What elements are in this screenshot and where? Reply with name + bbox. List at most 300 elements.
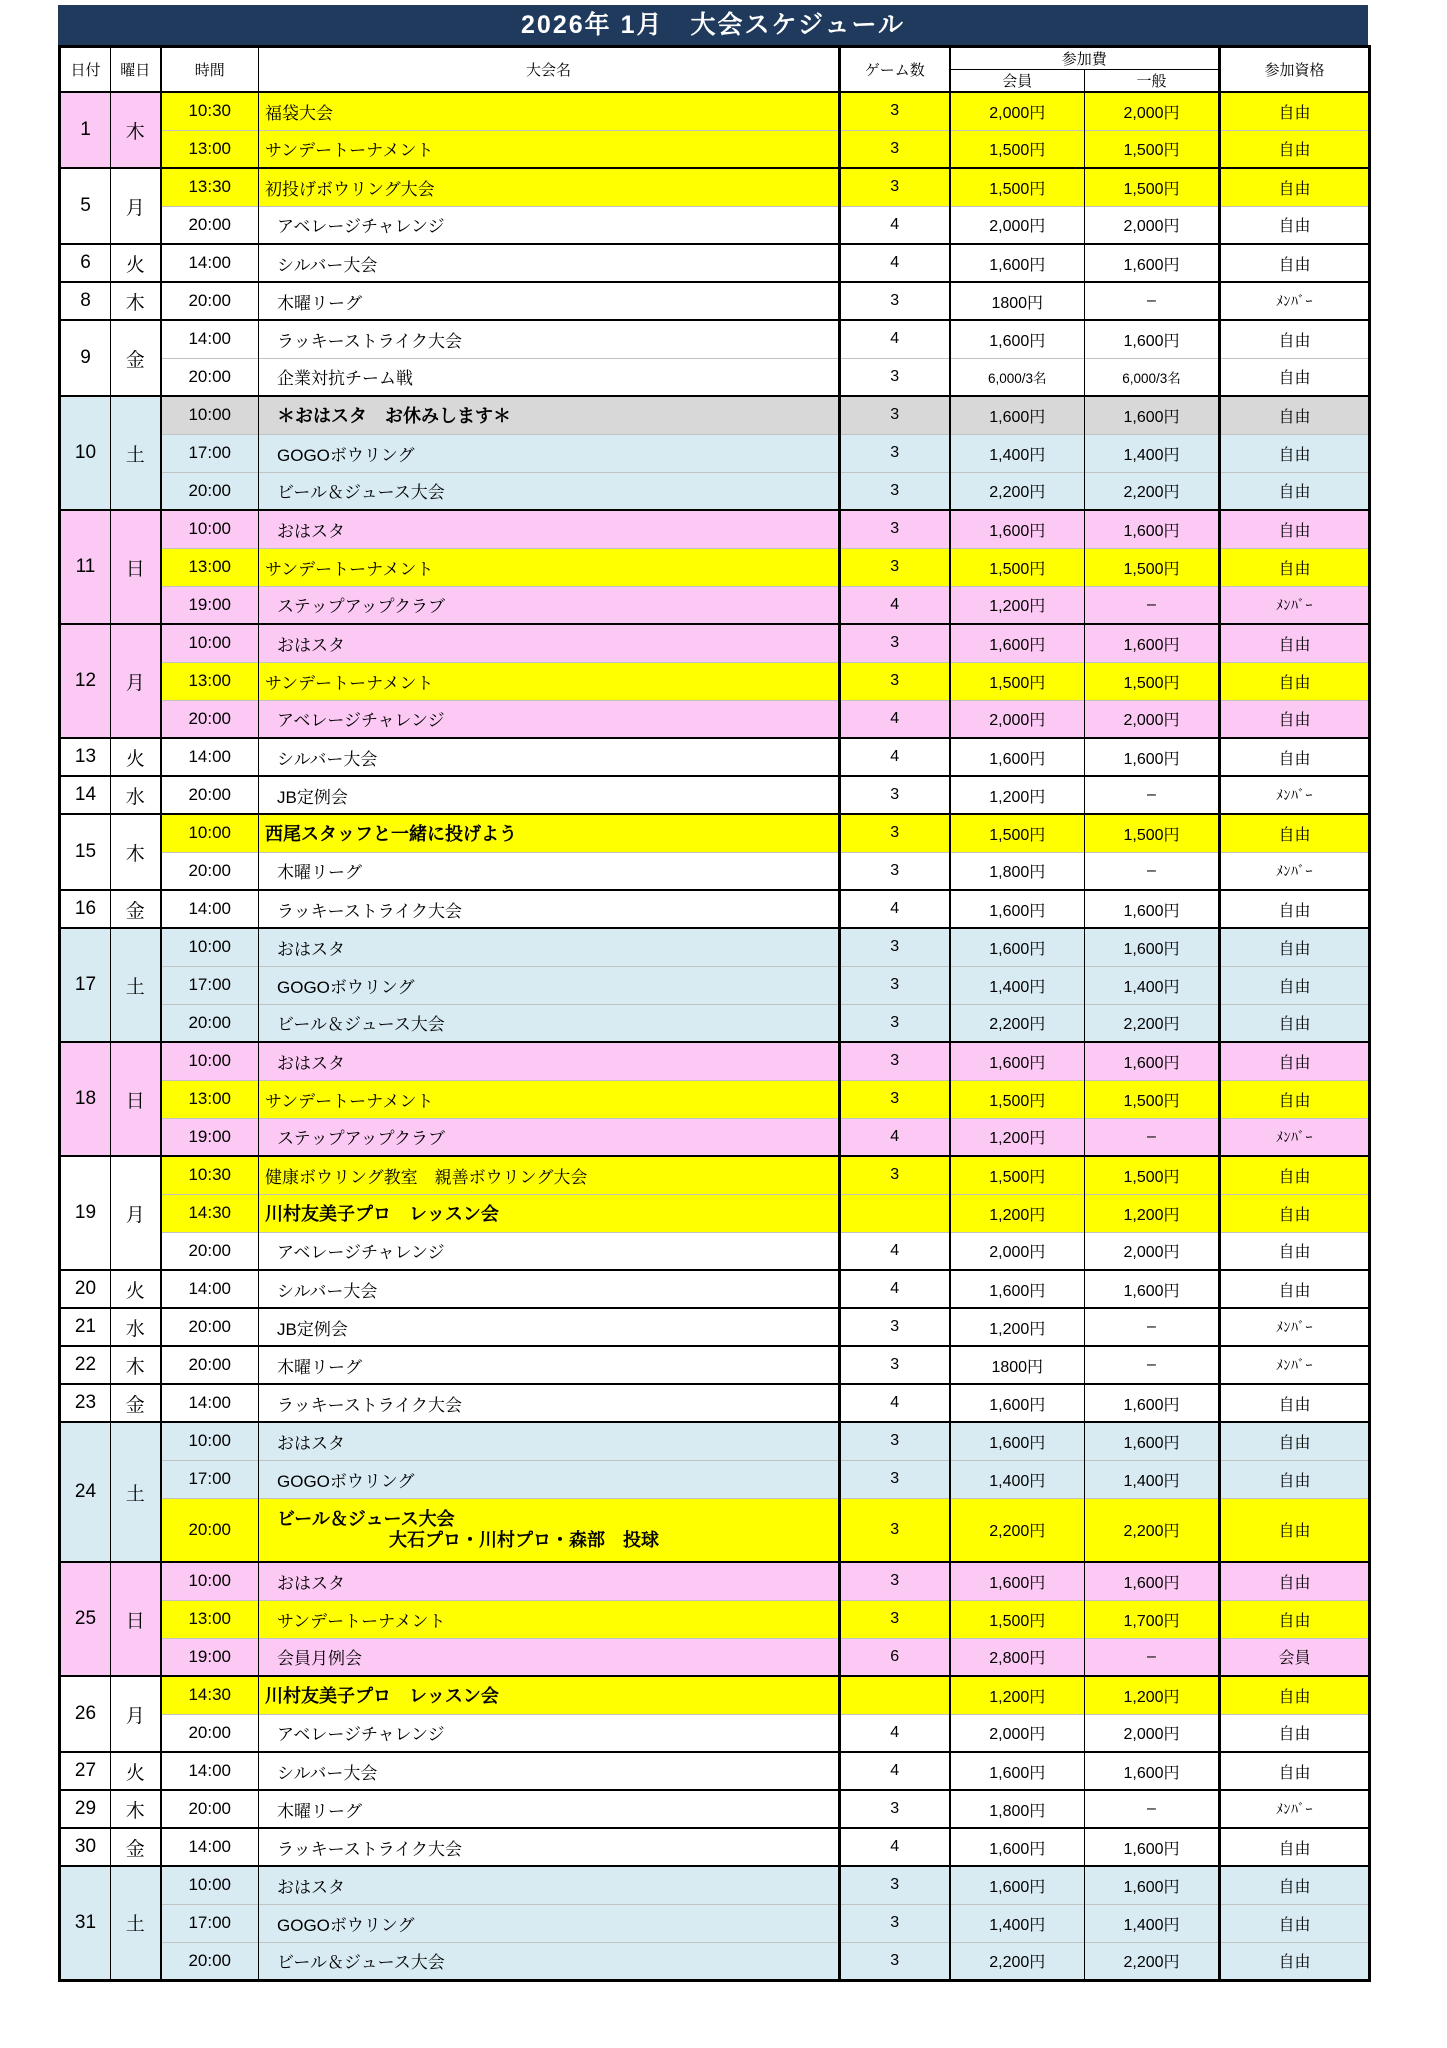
event-name-cell: 川村友美子プロ レッスン会 [259,1194,840,1232]
games-cell: 3 [840,1422,950,1460]
games-cell: 3 [840,852,950,890]
time-cell: 19:00 [161,1638,259,1676]
date-cell: 13 [60,738,111,776]
general-fee-cell: 1,500円 [1085,662,1220,700]
day-cell: 日 [111,1562,161,1676]
schedule-row [60,1904,1370,1942]
member-fee-cell: 2,000円 [950,1232,1085,1270]
time-cell: 10:00 [161,396,259,434]
schedule-row [60,586,1370,624]
time-cell: 20:00 [161,206,259,244]
event-name-cell: シルバー大会 [259,1752,840,1790]
eligibility-cell: 自由 [1220,92,1370,130]
time-cell: 20:00 [161,1714,259,1752]
eligibility-cell: ﾒﾝﾊﾞｰ [1220,852,1370,890]
col-header-name: 大会名 [259,47,840,93]
schedule-row [60,1308,1370,1346]
general-fee-cell: 1,400円 [1085,1460,1220,1498]
day-cell: 金 [111,1384,161,1422]
general-fee-cell: 2,200円 [1085,1942,1220,1980]
time-cell: 10:00 [161,510,259,548]
col-header-eligibility: 参加資格 [1220,47,1370,93]
day-cell: 月 [111,168,161,244]
schedule-row [60,1080,1370,1118]
event-name-cell: JB定例会 [259,1308,840,1346]
schedule-row [60,92,1370,130]
games-cell: 4 [840,1270,950,1308]
date-cell: 14 [60,776,111,814]
event-name-cell: アベレージチャレンジ [259,700,840,738]
schedule-row [60,1194,1370,1232]
eligibility-cell: 自由 [1220,1714,1370,1752]
time-cell: 10:00 [161,1866,259,1904]
general-fee-cell: 2,200円 [1085,472,1220,510]
day-cell: 月 [111,624,161,738]
date-cell: 26 [60,1676,111,1752]
table-header [60,47,1370,93]
eligibility-cell: ﾒﾝﾊﾞｰ [1220,1118,1370,1156]
eligibility-cell: 自由 [1220,738,1370,776]
member-fee-cell: 1,400円 [950,966,1085,1004]
eligibility-cell: 自由 [1220,472,1370,510]
event-name-cell: シルバー大会 [259,1270,840,1308]
schedule-row [60,1828,1370,1866]
time-cell: 20:00 [161,1942,259,1980]
schedule-row [60,1232,1370,1270]
day-cell: 土 [111,928,161,1042]
time-cell: 20:00 [161,1004,259,1042]
page-title: 2026年 1月 大会スケジュール [58,5,1368,45]
event-name-cell: おはスタ [259,1042,840,1080]
eligibility-cell: ﾒﾝﾊﾞｰ [1220,1308,1370,1346]
games-cell: 4 [840,206,950,244]
general-fee-cell: 1,500円 [1085,548,1220,586]
date-cell: 9 [60,320,111,396]
games-cell: 3 [840,1942,950,1980]
general-fee-cell: 2,000円 [1085,92,1220,130]
games-cell: 3 [840,130,950,168]
general-fee-cell: 2,200円 [1085,1498,1220,1562]
schedule-row [60,1752,1370,1790]
member-fee-cell: 1,600円 [950,1752,1085,1790]
time-cell: 17:00 [161,1460,259,1498]
schedule-row [60,1042,1370,1080]
time-cell: 20:00 [161,700,259,738]
member-fee-cell: 1,600円 [950,1866,1085,1904]
games-cell: 3 [840,168,950,206]
eligibility-cell: 自由 [1220,1460,1370,1498]
time-cell: 20:00 [161,1232,259,1270]
eligibility-cell: 自由 [1220,320,1370,358]
day-cell: 木 [111,1346,161,1384]
games-cell: 4 [840,1828,950,1866]
member-fee-cell: 2,000円 [950,700,1085,738]
member-fee-cell: 1,500円 [950,1080,1085,1118]
time-cell: 13:00 [161,548,259,586]
date-cell: 21 [60,1308,111,1346]
games-cell: 6 [840,1638,950,1676]
time-cell: 10:00 [161,624,259,662]
general-fee-cell: 2,200円 [1085,1004,1220,1042]
time-cell: 20:00 [161,1308,259,1346]
eligibility-cell: ﾒﾝﾊﾞｰ [1220,282,1370,320]
games-cell: 3 [840,1904,950,1942]
day-cell: 水 [111,776,161,814]
games-cell: 3 [840,1600,950,1638]
general-fee-cell: 1,600円 [1085,1562,1220,1600]
eligibility-cell: 自由 [1220,966,1370,1004]
games-cell: 3 [840,1460,950,1498]
time-cell: 19:00 [161,1118,259,1156]
event-name-cell: サンデートーナメント [259,1600,840,1638]
member-fee-cell: 1,600円 [950,1042,1085,1080]
general-fee-cell: – [1085,282,1220,320]
day-cell: 火 [111,738,161,776]
event-name-cell: ＊おはスタ お休みします＊ [259,396,840,434]
eligibility-cell: 自由 [1220,662,1370,700]
col-header-games: ゲーム数 [840,47,950,93]
eligibility-cell: 自由 [1220,206,1370,244]
schedule-row [60,1562,1370,1600]
event-name-cell: 西尾スタッフと一緒に投げよう [259,814,840,852]
member-fee-cell: 1,400円 [950,434,1085,472]
date-cell: 1 [60,92,111,168]
games-cell: 3 [840,510,950,548]
member-fee-cell: 6,000/3名 [950,358,1085,396]
date-cell: 10 [60,396,111,510]
eligibility-cell: 自由 [1220,1752,1370,1790]
games-cell: 3 [840,966,950,1004]
member-fee-cell: 1,400円 [950,1460,1085,1498]
event-name-cell: ラッキーストライク大会 [259,1828,840,1866]
general-fee-cell: – [1085,1790,1220,1828]
general-fee-cell: 2,000円 [1085,1232,1220,1270]
time-cell: 10:00 [161,1042,259,1080]
eligibility-cell: 自由 [1220,510,1370,548]
eligibility-cell: 自由 [1220,168,1370,206]
schedule-table [58,45,1371,1982]
time-cell: 13:00 [161,1080,259,1118]
member-fee-cell: 1,600円 [950,320,1085,358]
time-cell: 14:00 [161,1752,259,1790]
schedule-row [60,1638,1370,1676]
time-cell: 14:30 [161,1194,259,1232]
member-fee-cell: 1,800円 [950,1790,1085,1828]
time-cell: 20:00 [161,472,259,510]
member-fee-cell: 2,000円 [950,1714,1085,1752]
general-fee-cell: 1,400円 [1085,434,1220,472]
time-cell: 20:00 [161,282,259,320]
eligibility-cell: 自由 [1220,1498,1370,1562]
member-fee-cell: 1,600円 [950,890,1085,928]
time-cell: 13:00 [161,1600,259,1638]
games-cell: 4 [840,1752,950,1790]
member-fee-cell: 1,200円 [950,776,1085,814]
event-name-cell: GOGOボウリング [259,1460,840,1498]
eligibility-cell: 自由 [1220,1942,1370,1980]
time-cell: 14:00 [161,244,259,282]
member-fee-cell: 1,600円 [950,1270,1085,1308]
games-cell: 3 [840,1790,950,1828]
general-fee-cell: 1,600円 [1085,1384,1220,1422]
schedule-row [60,700,1370,738]
member-fee-cell: 1,200円 [950,1676,1085,1714]
schedule-row [60,1422,1370,1460]
member-fee-cell: 1,600円 [950,738,1085,776]
eligibility-cell: 自由 [1220,1676,1370,1714]
member-fee-cell: 1,500円 [950,662,1085,700]
games-cell: 4 [840,700,950,738]
event-name-cell: ステップアップクラブ [259,586,840,624]
col-header-time: 時間 [161,47,259,93]
eligibility-cell: 自由 [1220,130,1370,168]
time-cell: 20:00 [161,358,259,396]
games-cell: 4 [840,1118,950,1156]
time-cell: 14:00 [161,738,259,776]
eligibility-cell: 自由 [1220,1080,1370,1118]
event-name-cell: ラッキーストライク大会 [259,1384,840,1422]
member-fee-cell: 1,500円 [950,130,1085,168]
general-fee-cell: – [1085,852,1220,890]
general-fee-cell: 1,600円 [1085,320,1220,358]
event-name-cell: ステップアップクラブ [259,1118,840,1156]
member-fee-cell: 1,600円 [950,1828,1085,1866]
date-cell: 12 [60,624,111,738]
games-cell: 3 [840,1004,950,1042]
games-cell: 4 [840,244,950,282]
eligibility-cell: 自由 [1220,928,1370,966]
member-fee-cell: 2,000円 [950,206,1085,244]
event-name-line2: 大石プロ・川村プロ・森部 投球 [389,1529,659,1550]
eligibility-cell: 自由 [1220,434,1370,472]
time-cell: 14:00 [161,1270,259,1308]
time-cell: 10:00 [161,1562,259,1600]
general-fee-cell: 1,500円 [1085,814,1220,852]
time-cell: 13:30 [161,168,259,206]
general-fee-cell: – [1085,1118,1220,1156]
day-cell: 月 [111,1676,161,1752]
eligibility-cell: 自由 [1220,396,1370,434]
table-body [60,92,1370,1980]
member-fee-cell: 1,600円 [950,624,1085,662]
col-header-day: 曜日 [111,47,161,93]
eligibility-cell: 自由 [1220,1194,1370,1232]
date-cell: 27 [60,1752,111,1790]
member-fee-cell: 1,600円 [950,1562,1085,1600]
date-cell: 19 [60,1156,111,1270]
event-name-cell: おはスタ [259,1422,840,1460]
general-fee-cell: 1,600円 [1085,1752,1220,1790]
event-name-cell: 木曜リーグ [259,1790,840,1828]
games-cell: 4 [840,586,950,624]
schedule-row [60,662,1370,700]
general-fee-cell: 1,500円 [1085,1156,1220,1194]
games-cell: 3 [840,814,950,852]
games-cell: 3 [840,92,950,130]
event-name-cell: シルバー大会 [259,244,840,282]
schedule-row [60,852,1370,890]
date-cell: 8 [60,282,111,320]
day-cell: 月 [111,1156,161,1270]
general-fee-cell: 1,600円 [1085,1270,1220,1308]
event-name-cell: シルバー大会 [259,738,840,776]
general-fee-cell: 1,200円 [1085,1676,1220,1714]
day-cell: 土 [111,1866,161,1980]
col-header-member: 会員 [950,70,1085,93]
eligibility-cell: ﾒﾝﾊﾞｰ [1220,586,1370,624]
games-cell: 4 [840,320,950,358]
col-header-fee: 参加費 [950,47,1220,70]
games-cell: 3 [840,928,950,966]
eligibility-cell: 自由 [1220,1384,1370,1422]
event-name-cell: 木曜リーグ [259,1346,840,1384]
games-cell: 3 [840,358,950,396]
time-cell: 19:00 [161,586,259,624]
event-name-cell: 企業対抗チーム戦 [259,358,840,396]
time-cell: 20:00 [161,852,259,890]
eligibility-cell: 自由 [1220,1828,1370,1866]
member-fee-cell: 2,200円 [950,1942,1085,1980]
games-cell: 3 [840,662,950,700]
schedule-row [60,624,1370,662]
general-fee-cell: – [1085,1638,1220,1676]
schedule-row [60,510,1370,548]
schedule-row [60,1714,1370,1752]
schedule-row [60,1460,1370,1498]
schedule-row [60,1156,1370,1194]
event-name-cell: 健康ボウリング教室 親善ボウリング大会 [259,1156,840,1194]
eligibility-cell: 会員 [1220,1638,1370,1676]
eligibility-cell: 自由 [1220,1422,1370,1460]
games-cell: 3 [840,548,950,586]
eligibility-cell: 自由 [1220,1156,1370,1194]
schedule-row [60,548,1370,586]
time-cell: 20:00 [161,1498,259,1562]
time-cell: 13:00 [161,130,259,168]
games-cell: 3 [840,1562,950,1600]
event-name-cell: 会員月例会 [259,1638,840,1676]
event-name-cell: おはスタ [259,928,840,966]
event-name-cell [259,1498,840,1562]
member-fee-cell: 1,600円 [950,928,1085,966]
time-cell: 13:00 [161,662,259,700]
day-cell: 水 [111,1308,161,1346]
schedule-row [60,1346,1370,1384]
event-name-cell: サンデートーナメント [259,548,840,586]
time-cell: 17:00 [161,966,259,1004]
general-fee-cell: 1,600円 [1085,1042,1220,1080]
schedule-row [60,890,1370,928]
col-header-date: 日付 [60,47,111,93]
general-fee-cell: 1,400円 [1085,966,1220,1004]
date-cell: 11 [60,510,111,624]
date-cell: 6 [60,244,111,282]
eligibility-cell: 自由 [1220,1600,1370,1638]
schedule-row [60,130,1370,168]
date-cell: 24 [60,1422,111,1562]
event-name-cell: サンデートーナメント [259,130,840,168]
time-cell: 17:00 [161,1904,259,1942]
member-fee-cell: 1800円 [950,282,1085,320]
general-fee-cell: 1,500円 [1085,130,1220,168]
day-cell: 金 [111,1828,161,1866]
member-fee-cell: 1,200円 [950,586,1085,624]
eligibility-cell: 自由 [1220,890,1370,928]
general-fee-cell: – [1085,586,1220,624]
eligibility-cell: 自由 [1220,624,1370,662]
member-fee-cell: 2,000円 [950,92,1085,130]
general-fee-cell: 1,600円 [1085,396,1220,434]
eligibility-cell: ﾒﾝﾊﾞｰ [1220,1346,1370,1384]
schedule-row [60,1384,1370,1422]
member-fee-cell: 1,500円 [950,1156,1085,1194]
event-name-cell: GOGOボウリング [259,1904,840,1942]
member-fee-cell: 1,600円 [950,1422,1085,1460]
games-cell: 3 [840,1308,950,1346]
date-cell: 5 [60,168,111,244]
event-name-cell: 福袋大会 [259,92,840,130]
date-cell: 17 [60,928,111,1042]
general-fee-cell: 1,500円 [1085,168,1220,206]
schedule-row [60,1270,1370,1308]
date-cell: 20 [60,1270,111,1308]
time-cell: 14:00 [161,1384,259,1422]
member-fee-cell: 1,600円 [950,396,1085,434]
general-fee-cell: 1,200円 [1085,1194,1220,1232]
event-name-cell: ラッキーストライク大会 [259,320,840,358]
day-cell: 火 [111,1752,161,1790]
day-cell: 火 [111,244,161,282]
schedule-row [60,1004,1370,1042]
day-cell: 金 [111,320,161,396]
date-cell: 25 [60,1562,111,1676]
member-fee-cell: 1,600円 [950,1384,1085,1422]
general-fee-cell: 1,600円 [1085,890,1220,928]
schedule-row [60,1498,1370,1562]
member-fee-cell: 1,200円 [950,1308,1085,1346]
general-fee-cell: 1,600円 [1085,244,1220,282]
eligibility-cell: ﾒﾝﾊﾞｰ [1220,1790,1370,1828]
eligibility-cell: 自由 [1220,814,1370,852]
event-name-cell: アベレージチャレンジ [259,206,840,244]
event-name-cell: 川村友美子プロ レッスン会 [259,1676,840,1714]
general-fee-cell: 1,600円 [1085,510,1220,548]
general-fee-cell: 2,000円 [1085,206,1220,244]
member-fee-cell: 1,400円 [950,1904,1085,1942]
games-cell [840,1194,950,1232]
date-cell: 31 [60,1866,111,1980]
eligibility-cell: 自由 [1220,548,1370,586]
general-fee-cell: 1,500円 [1085,1080,1220,1118]
eligibility-cell: 自由 [1220,1004,1370,1042]
games-cell: 3 [840,472,950,510]
member-fee-cell: 1,500円 [950,548,1085,586]
eligibility-cell: ﾒﾝﾊﾞｰ [1220,776,1370,814]
day-cell: 日 [111,1042,161,1156]
games-cell: 3 [840,1498,950,1562]
schedule-row [60,966,1370,1004]
member-fee-cell: 1,500円 [950,1600,1085,1638]
time-cell: 14:00 [161,1828,259,1866]
member-fee-cell: 1,200円 [950,1118,1085,1156]
general-fee-cell: 2,000円 [1085,700,1220,738]
day-cell: 火 [111,1270,161,1308]
time-cell: 14:00 [161,890,259,928]
schedule-row [60,1942,1370,1980]
general-fee-cell: – [1085,776,1220,814]
event-name-cell: ラッキーストライク大会 [259,890,840,928]
event-name-cell: 木曜リーグ [259,282,840,320]
